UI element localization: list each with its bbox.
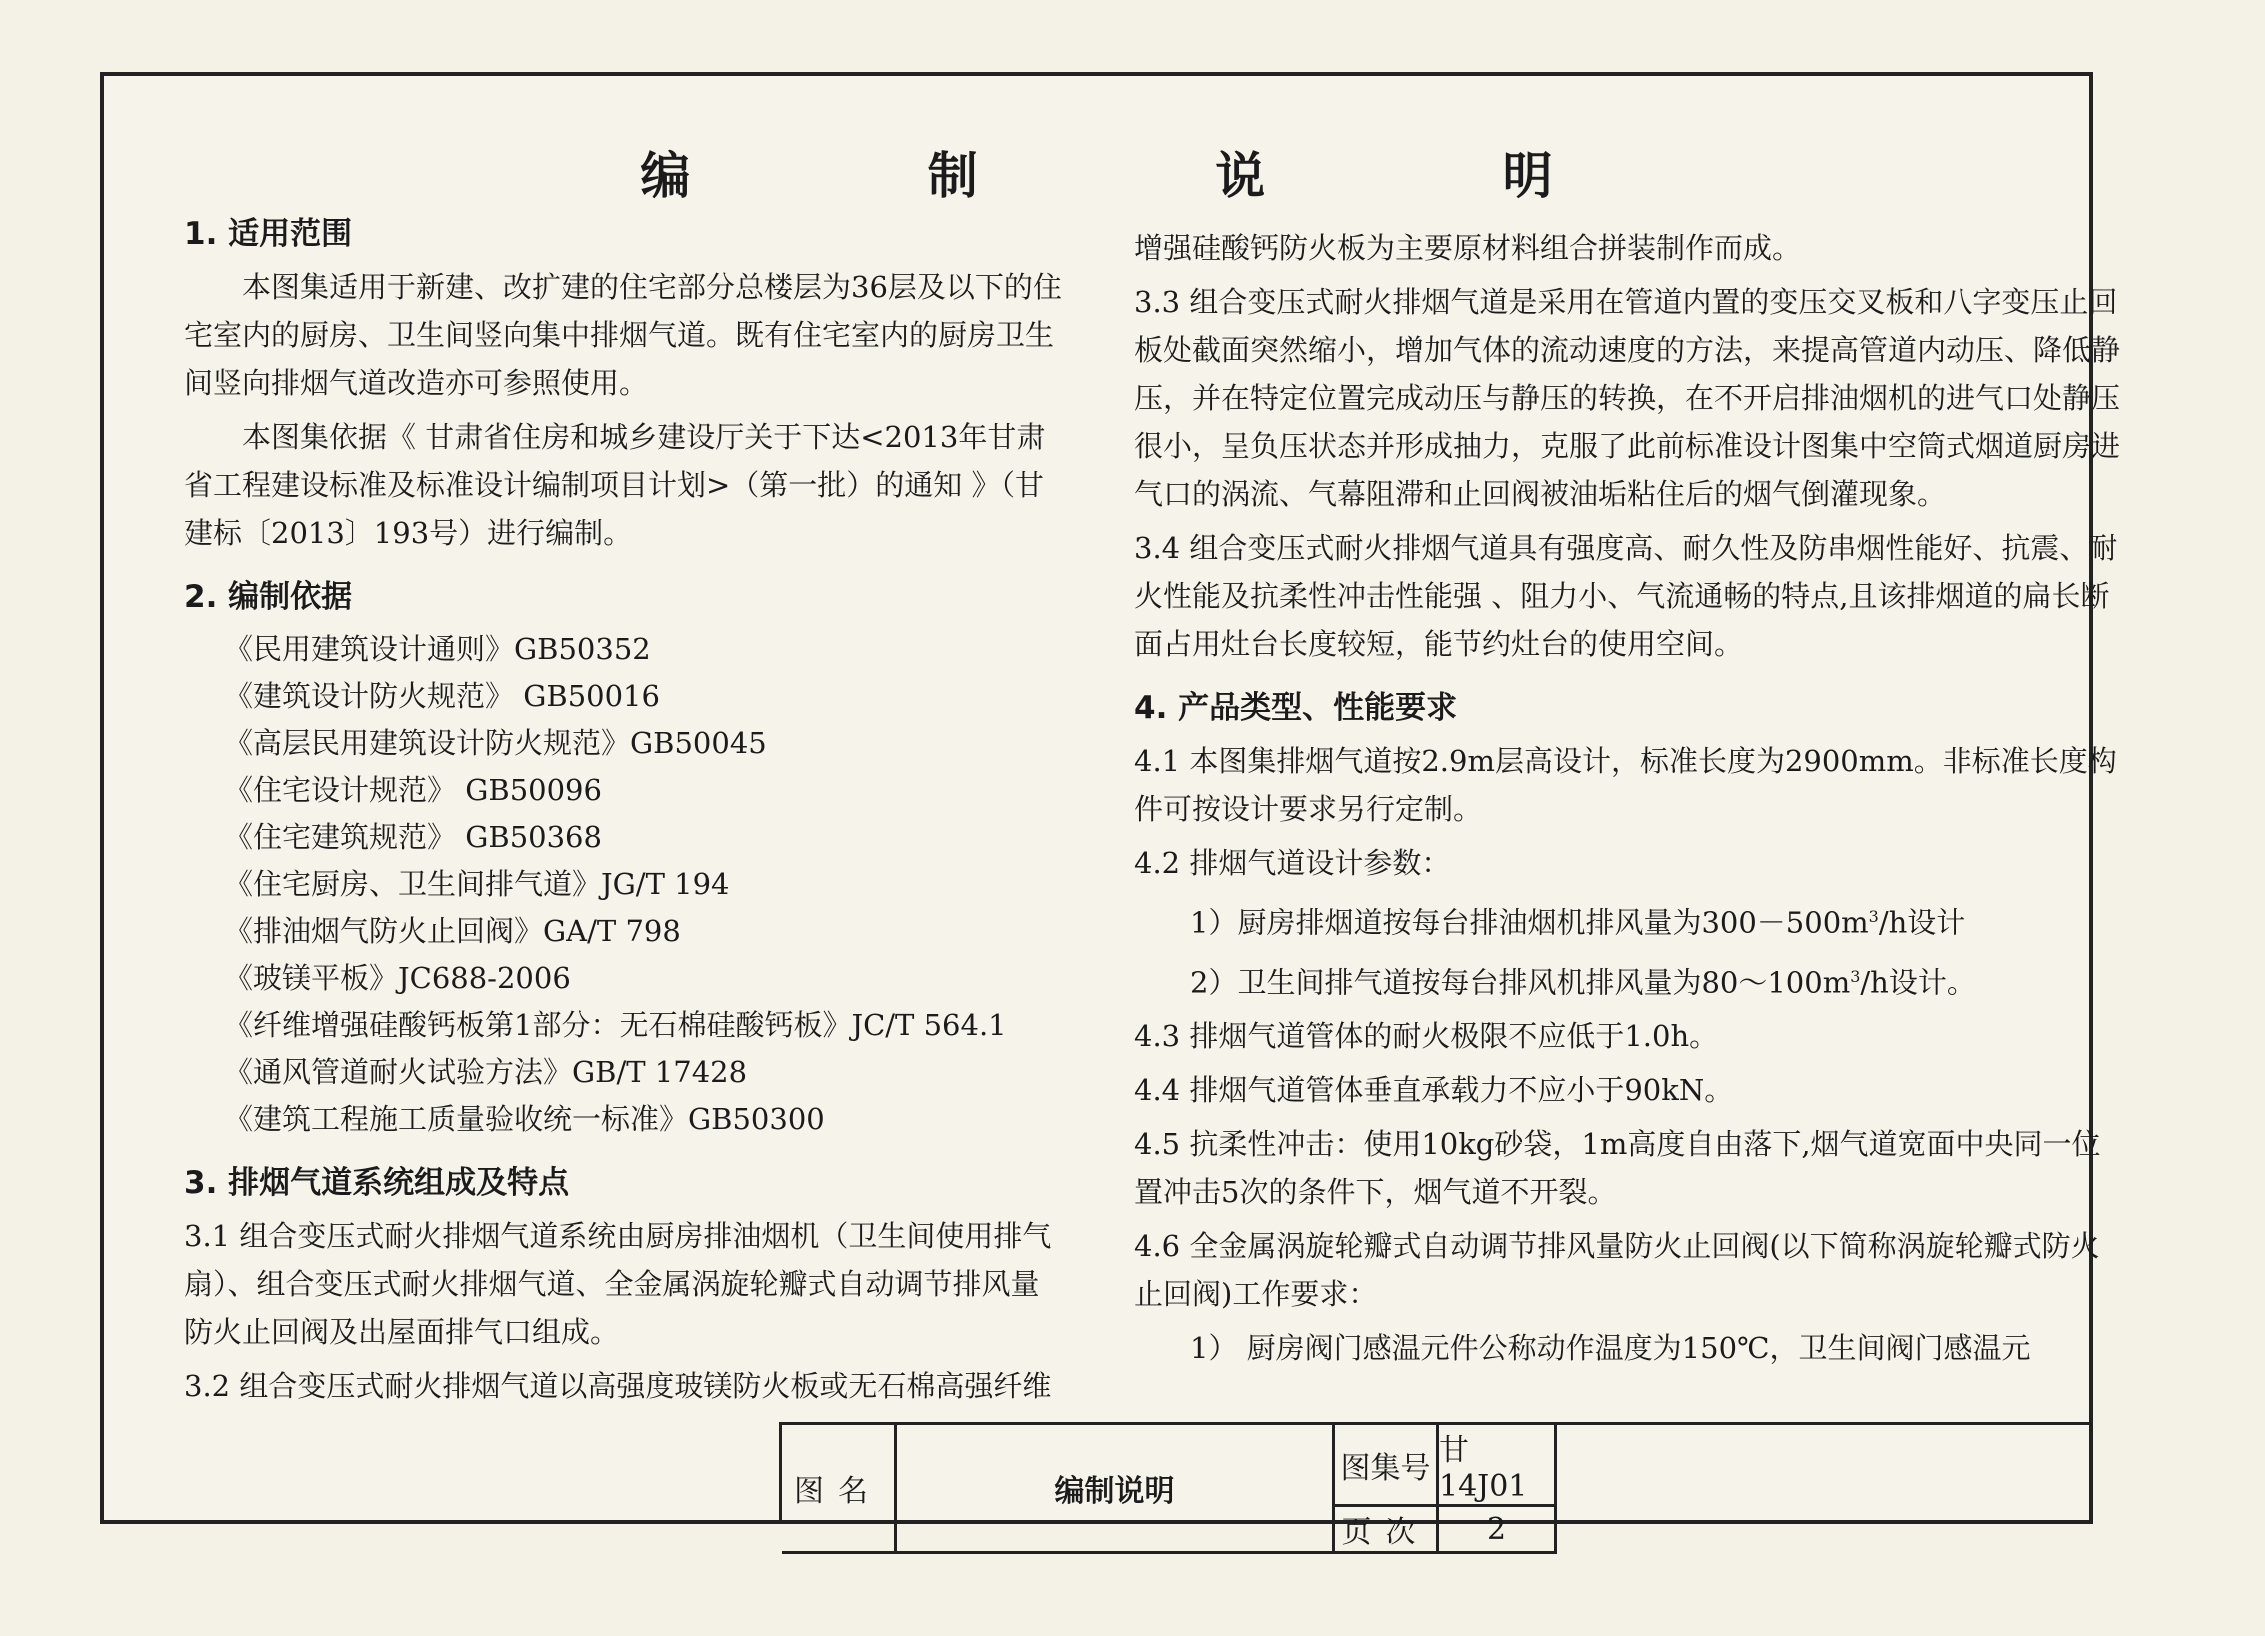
- reference-item: 《纤维增强硅酸钙板第1部分：无石棉硅酸钙板》JC/T 564.1: [224, 1008, 1007, 1042]
- drawing-sheet: [100, 72, 2121, 1550]
- title-block: [779, 1422, 2089, 1550]
- clause-4-2-item-2: [1134, 953, 2124, 1007]
- reference-list: [184, 626, 1064, 1143]
- section-heading-2: 2. 编制依据: [184, 579, 353, 615]
- clause-3-4: 3.4 组合变压式耐火排烟气道具有强度高、耐久性及防串烟性能好、抗震、耐火性能及抗柔性冲击性能强 、阻力小、气流通畅的特点,且该排烟道的扁长断面占用灶台长度较短，能节约灶台的使用空间。: [1134, 531, 2118, 661]
- section-heading-4: 4. 产品类型、性能要求: [1134, 690, 1458, 726]
- page-title: 编 制 说 明: [640, 146, 1663, 205]
- clause-4-6-item-1: 1） 厨房阀门感温元件公称动作温度为150℃，卫生间阀门感温元: [1190, 1331, 2031, 1366]
- reference-item: 《排油烟气防火止回阀》GA/T 798: [224, 914, 681, 948]
- left-column: [184, 194, 1064, 1416]
- title-block-blank: [1557, 1425, 1680, 1554]
- clause-3-2-continued: 增强硅酸钙防火板为主要原材料组合拼装制作而成。: [1134, 231, 1802, 265]
- right-column: [1134, 224, 2124, 1378]
- section-1-paragraph-2: 本图集依据《 甘肃省住房和城乡建设厅关于下达<2013年甘肃省工程建设标准及标准设计编制项目计划>（第一批）的通知 》（甘建标〔2013〕193号）进行编制。: [184, 420, 1046, 550]
- page-number-label: 页次: [1335, 1507, 1439, 1554]
- reference-item: 《民用建筑设计通则》GB50352: [224, 632, 651, 666]
- reference-item: 《建筑设计防火规范》 GB50016: [224, 679, 660, 713]
- reference-item: 《玻镁平板》JC688-2006: [224, 961, 571, 995]
- clause-4-5: 4.5 抗柔性冲击：使用10kg砂袋，1m高度自由落下,烟气道宽面中央同一位置冲击5次的条件下，烟气道不开裂。: [1134, 1127, 2101, 1210]
- reference-item: 《通风管道耐火试验方法》GB/T 17428: [224, 1055, 748, 1089]
- superscript: 3: [1850, 966, 1861, 986]
- atlas-number-value: 甘14J01: [1439, 1425, 1557, 1507]
- reference-item: 《住宅设计规范》 GB50096: [224, 773, 602, 807]
- page-number-value: 2: [1439, 1507, 1557, 1554]
- section-heading-1: 1. 适用范围: [184, 216, 353, 252]
- reference-item: 《住宅厨房、卫生间排气道》JG/T 194: [224, 867, 730, 901]
- clause-4-2-item-1-text: 1）厨房排烟道按每台排油烟机排风量为300－500m: [1190, 905, 1869, 940]
- superscript: 3: [1868, 907, 1879, 926]
- clause-4-3: 4.3 排烟气道管体的耐火极限不应低于1.0h。: [1134, 1019, 1719, 1054]
- atlas-number-label: 图集号: [1335, 1425, 1439, 1507]
- clause-4-4: 4.4 排烟气道管体垂直承载力不应小于90kN。: [1134, 1073, 1734, 1108]
- clause-4-2: 4.2 排烟气道设计参数：: [1134, 846, 1451, 880]
- drawing-name-value: 编制说明: [897, 1425, 1335, 1554]
- clause-4-6: 4.6 全金属涡旋轮瓣式自动调节排风量防火止回阀(以下简称涡旋轮瓣式防火止回阀)工作要求：: [1134, 1229, 2100, 1312]
- clause-3-1: 3.1 组合变压式耐火排烟气道系统由厨房排油烟机（卫生间使用排气扇）、组合变压式耐火排烟气道、全金属涡旋轮瓣式自动调节排风量防火止回阀及出屋面排气口组成。: [184, 1219, 1052, 1349]
- clause-3-3: 3.3 组合变压式耐火排烟气道是采用在管道内置的变压交叉板和八字变压止回板处截面突然缩小，增加气体的流动速度的方法，来提高管道内动压、降低静压，并在特定位置完成动压与静压的转换，在不开启排油烟机的进气口处静压很小，呈负压状态并形成抽力，克服了此前标准设计图集中空筒式烟道厨房进气口的涡流、气幕阻滞和止回阀被油垢粘住后的烟气倒灌现象。: [1134, 285, 2121, 511]
- drawing-name-label: 图名: [782, 1425, 897, 1554]
- clause-4-2-item-1-tail: /h设计: [1878, 905, 1966, 940]
- clause-4-1: 4.1 本图集排烟气道按2.9m层高设计，标准长度为2900mm。非标准长度构件可按设计要求另行定制。: [1134, 744, 2117, 826]
- clause-3-2: 3.2 组合变压式耐火排烟气道以高强度玻镁防火板或无石棉高强纤维: [184, 1369, 1052, 1403]
- clause-4-2-item-2-text: 2）卫生间排气道按每台排风机排风量为80～100m: [1190, 965, 1851, 1000]
- reference-item: 《住宅建筑规范》 GB50368: [224, 820, 602, 854]
- clause-4-2-item-2-tail: /h设计。: [1860, 965, 1976, 1000]
- section-heading-3: 3. 排烟气道系统组成及特点: [184, 1165, 570, 1201]
- section-1-paragraph-1: 本图集适用于新建、改扩建的住宅部分总楼层为36层及以下的住宅室内的厨房、卫生间竖向集中排烟气道。既有住宅室内的厨房卫生间竖向排烟气道改造亦可参照使用。: [184, 270, 1062, 400]
- reference-item: 《高层民用建筑设计防火规范》GB50045: [224, 726, 767, 760]
- clause-4-2-item-1: [1134, 893, 2124, 947]
- reference-item: 《建筑工程施工质量验收统一标准》GB50300: [224, 1102, 825, 1136]
